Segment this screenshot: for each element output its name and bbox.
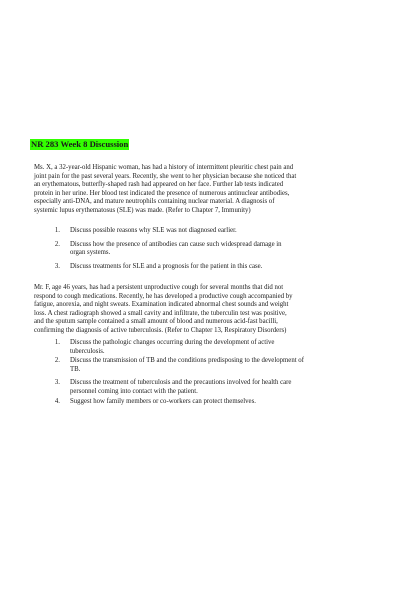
case2-line: loss. A chest radiograph showed a small cavity and infiltrate, the tuberculin test was positive, xyxy=(34,309,287,317)
list-item xyxy=(46,263,356,272)
case2-questions xyxy=(46,339,356,406)
list-text: Discuss the transmission of TB and the conditions predisposing to the development of xyxy=(70,357,304,365)
case2-line: fatigue, anorexia, and night sweats. Examination indicated abnormal chest sounds and weight xyxy=(34,301,289,309)
list-text: Discuss how the presence of antibodies can cause such widespread damage in xyxy=(70,240,282,248)
list-number: 1. xyxy=(54,339,60,346)
document-title: NR 283 Week 8 Discussion xyxy=(31,139,129,149)
case1-line: Ms. X, a 32-year-old Hispanic woman, has had a history of intermittent pleuritic chest pain and xyxy=(34,164,294,171)
list-text: Discuss possible reasons why SLE was not diagnosed earlier. xyxy=(70,227,237,234)
case1-line: protein in her urine. Her blood test indicated the presence of numerous antinuclear antibodies, xyxy=(34,189,290,197)
case1-line: an erythematous, butterfly-shaped rash had appeared on her face. Further lab tests indicated xyxy=(34,181,284,189)
list-item xyxy=(46,379,356,396)
list-text: TB. xyxy=(70,365,81,373)
list-text: personnel coming into contact with the patient. xyxy=(70,387,198,395)
list-text: Discuss the treatment of tuberculosis and the precautions involved for health care xyxy=(70,379,292,387)
list-item xyxy=(46,241,356,258)
list-text: organ systems. xyxy=(70,249,111,257)
case1-line: joint pain for the past several years. Recently, she went to her physician because she noticed that xyxy=(34,172,297,180)
list-number: 1. xyxy=(54,227,60,234)
list-number: 3. xyxy=(54,379,60,387)
case1-questions xyxy=(46,227,356,271)
case2-line: confirming the diagnosis of active tuberculosis. (Refer to Chapter 13, Respiratory Disorders) xyxy=(34,326,287,334)
list-item xyxy=(46,357,356,374)
case2-line: Mr. F, age 46 years, has had a persistent unproductive cough for several months that did not xyxy=(34,284,284,291)
list-text: Discuss treatments for SLE and a prognosis for the patient in this case. xyxy=(70,262,263,270)
case2-line: respond to cough medications. Recently, he has developed a productive cough accompanied by xyxy=(34,292,293,300)
case1-paragraph xyxy=(34,164,364,216)
list-text: tuberculosis. xyxy=(70,347,105,355)
list-number: 2. xyxy=(54,240,60,248)
case2-line: and the sputum sample contained a small amount of blood and numerous acid-fast bacilli, xyxy=(34,318,278,326)
case2-paragraph xyxy=(34,284,364,336)
list-item xyxy=(46,339,356,356)
list-text: Suggest how family members or co-workers can protect themselves. xyxy=(70,397,256,405)
list-text: Discuss the pathologic changes occurring during the development of active xyxy=(70,339,275,346)
case1-line: systemic lupus erythematosus (SLE) was made. (Refer to Chapter 7, Immunity) xyxy=(34,206,251,214)
list-number: 2. xyxy=(54,357,60,365)
case1-line: especially anti-DNA, and mature neutrophils containing nuclear material. A diagnosis of xyxy=(34,198,275,206)
list-number: 4. xyxy=(54,397,60,405)
list-number: 3. xyxy=(54,262,60,270)
list-item xyxy=(46,398,356,407)
list-item xyxy=(46,227,356,236)
